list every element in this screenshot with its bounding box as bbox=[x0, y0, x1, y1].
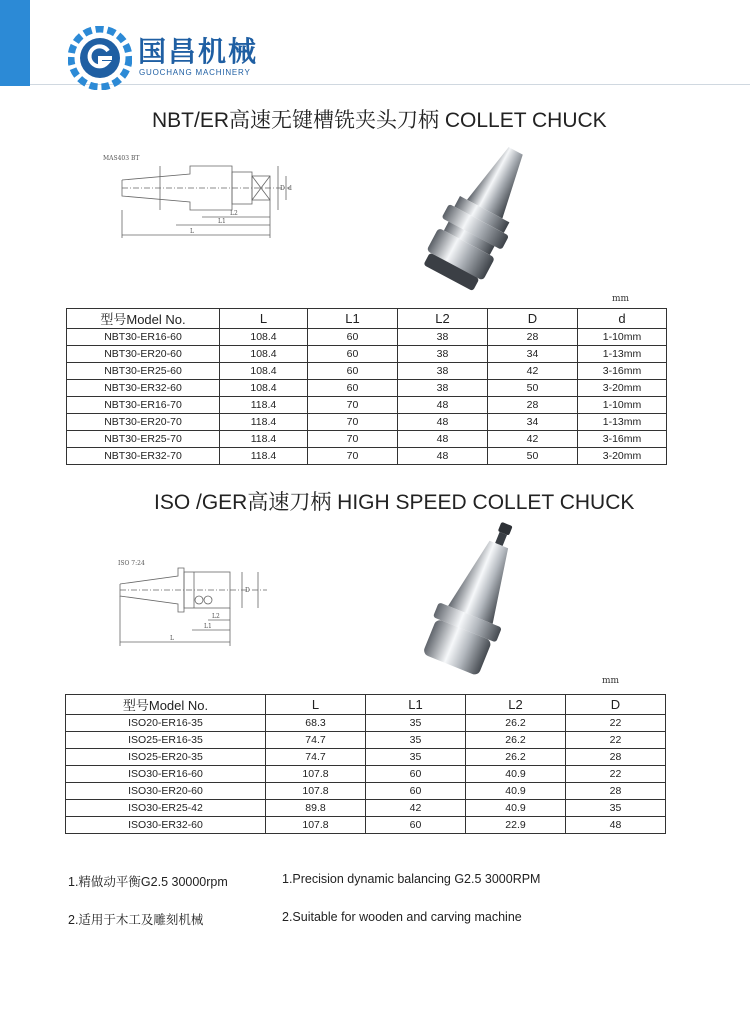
note-1-cn: 1.精做动平衡G2.5 30000rpm bbox=[68, 875, 228, 889]
cell: 35 bbox=[366, 715, 466, 732]
cell: 1-10mm bbox=[578, 397, 667, 414]
cell: 48 bbox=[398, 414, 488, 431]
cell: 118.4 bbox=[220, 397, 308, 414]
cell: ISO30-ER25-42 bbox=[66, 800, 266, 817]
table-row bbox=[67, 346, 667, 363]
cell: 42 bbox=[366, 800, 466, 817]
cell: NBT30-ER25-70 bbox=[67, 431, 220, 448]
table-row bbox=[66, 766, 666, 783]
cell: 22 bbox=[566, 732, 666, 749]
nbt-collet-chuck-photo bbox=[400, 138, 560, 298]
cell: 40.9 bbox=[466, 766, 566, 783]
cell: 107.8 bbox=[266, 783, 366, 800]
iso-technical-drawing bbox=[112, 556, 272, 656]
cell: 50 bbox=[488, 380, 578, 397]
cell: 34 bbox=[488, 414, 578, 431]
nbt-drawing-label: MAS403 BT bbox=[103, 155, 140, 162]
col-l1: L1 bbox=[308, 309, 398, 329]
table-row bbox=[66, 715, 666, 732]
section1-unit: mm bbox=[612, 294, 630, 304]
cell: 70 bbox=[308, 431, 398, 448]
cell: 42 bbox=[488, 363, 578, 380]
cell: 22 bbox=[566, 766, 666, 783]
cell: 22.9 bbox=[466, 817, 566, 834]
cell: 35 bbox=[566, 800, 666, 817]
cell: 38 bbox=[398, 346, 488, 363]
cell: 108.4 bbox=[220, 329, 308, 346]
cell: 40.9 bbox=[466, 800, 566, 817]
cell: ISO25-ER20-35 bbox=[66, 749, 266, 766]
cell: 28 bbox=[488, 329, 578, 346]
section2-title: ISO /GER高速刀柄 HIGH SPEED COLLET CHUCK bbox=[154, 491, 635, 514]
cell: ISO20-ER16-35 bbox=[66, 715, 266, 732]
cell: 26.2 bbox=[466, 732, 566, 749]
cell: ISO30-ER20-60 bbox=[66, 783, 266, 800]
cell: 60 bbox=[308, 329, 398, 346]
cell: 48 bbox=[398, 431, 488, 448]
cell: 118.4 bbox=[220, 431, 308, 448]
cell: NBT30-ER25-60 bbox=[67, 363, 220, 380]
cell: 40.9 bbox=[466, 783, 566, 800]
table-row bbox=[66, 817, 666, 834]
nbt-spec-table bbox=[66, 308, 667, 465]
table-row bbox=[66, 749, 666, 766]
cell: 28 bbox=[566, 783, 666, 800]
table-row bbox=[66, 732, 666, 749]
company-logo-icon bbox=[68, 26, 132, 90]
iso-dim-l: L bbox=[170, 635, 174, 642]
table-header-row bbox=[66, 695, 666, 715]
cell: NBT30-ER32-70 bbox=[67, 448, 220, 465]
cell: 60 bbox=[308, 380, 398, 397]
brand-name-en: GUOCHANG MACHINERY bbox=[139, 68, 251, 77]
cell: 60 bbox=[308, 346, 398, 363]
cell: 3-16mm bbox=[578, 431, 667, 448]
cell: NBT30-ER16-70 bbox=[67, 397, 220, 414]
col-d-upper: D bbox=[488, 309, 578, 329]
cell: NBT30-ER20-60 bbox=[67, 346, 220, 363]
cell: NBT30-ER32-60 bbox=[67, 380, 220, 397]
cell: 1-10mm bbox=[578, 329, 667, 346]
cell: 38 bbox=[398, 329, 488, 346]
nbt-dim-l2: L2 bbox=[230, 210, 238, 217]
iso-collet-chuck-photo bbox=[396, 516, 556, 686]
cell: 3-20mm bbox=[578, 380, 667, 397]
iso-dim-l2: L2 bbox=[212, 613, 220, 620]
cell: 48 bbox=[398, 448, 488, 465]
cell: 50 bbox=[488, 448, 578, 465]
nbt-dim-l1: L1 bbox=[218, 218, 226, 225]
table-row bbox=[66, 800, 666, 817]
iso-drawing-label: ISO 7:24 bbox=[118, 560, 145, 567]
col-model: 型号Model No. bbox=[66, 695, 266, 715]
nbt-technical-drawing bbox=[100, 152, 300, 247]
cell: 68.3 bbox=[266, 715, 366, 732]
nbt-dim-d-lower: d bbox=[288, 185, 292, 192]
cell: 108.4 bbox=[220, 346, 308, 363]
cell: 70 bbox=[308, 414, 398, 431]
cell: 74.7 bbox=[266, 749, 366, 766]
cell: 107.8 bbox=[266, 817, 366, 834]
cell: 34 bbox=[488, 346, 578, 363]
cell: 28 bbox=[566, 749, 666, 766]
table-row bbox=[67, 414, 667, 431]
cell: ISO25-ER16-35 bbox=[66, 732, 266, 749]
cell: 108.4 bbox=[220, 363, 308, 380]
section1-title: NBT/ER高速无键槽铣夹头刀柄 COLLET CHUCK bbox=[152, 109, 607, 132]
table-row bbox=[67, 363, 667, 380]
cell: 1-13mm bbox=[578, 414, 667, 431]
col-l: L bbox=[266, 695, 366, 715]
cell: 89.8 bbox=[266, 800, 366, 817]
note-2-cn: 2.适用于木工及雕刻机械 bbox=[68, 913, 204, 927]
table-row bbox=[67, 397, 667, 414]
cell: 60 bbox=[308, 363, 398, 380]
cell: 42 bbox=[488, 431, 578, 448]
cell: 1-13mm bbox=[578, 346, 667, 363]
note-1-en: 1.Precision dynamic balancing G2.5 3000RPM bbox=[282, 872, 541, 886]
table-row bbox=[67, 431, 667, 448]
nbt-dim-d-upper: D bbox=[280, 185, 285, 192]
header-divider bbox=[30, 84, 750, 85]
table-header-row bbox=[67, 309, 667, 329]
col-l2: L2 bbox=[466, 695, 566, 715]
cell: 118.4 bbox=[220, 448, 308, 465]
col-l1: L1 bbox=[366, 695, 466, 715]
col-d: D bbox=[566, 695, 666, 715]
cell: ISO30-ER32-60 bbox=[66, 817, 266, 834]
note-2-en: 2.Suitable for wooden and carving machine bbox=[282, 910, 522, 924]
cell: 108.4 bbox=[220, 380, 308, 397]
cell: 26.2 bbox=[466, 749, 566, 766]
col-l: L bbox=[220, 309, 308, 329]
cell: 35 bbox=[366, 732, 466, 749]
cell: 3-16mm bbox=[578, 363, 667, 380]
table-row bbox=[67, 448, 667, 465]
cell: 60 bbox=[366, 783, 466, 800]
header-accent-bar bbox=[0, 0, 30, 86]
cell: 28 bbox=[488, 397, 578, 414]
brand-name-cn: 国昌机械 bbox=[138, 36, 259, 67]
iso-dim-l1: L1 bbox=[204, 623, 212, 630]
col-model: 型号Model No. bbox=[67, 309, 220, 329]
cell: 60 bbox=[366, 817, 466, 834]
nbt-dim-l: L bbox=[190, 228, 194, 235]
table-row bbox=[66, 783, 666, 800]
table-row bbox=[67, 329, 667, 346]
cell: 26.2 bbox=[466, 715, 566, 732]
table-row bbox=[67, 380, 667, 397]
iso-spec-table bbox=[65, 694, 666, 834]
section2-unit: mm bbox=[602, 676, 620, 686]
cell: 60 bbox=[366, 766, 466, 783]
cell: 48 bbox=[566, 817, 666, 834]
cell: 38 bbox=[398, 363, 488, 380]
cell: 70 bbox=[308, 448, 398, 465]
cell: 3-20mm bbox=[578, 448, 667, 465]
cell: NBT30-ER20-70 bbox=[67, 414, 220, 431]
cell: NBT30-ER16-60 bbox=[67, 329, 220, 346]
iso-dim-d: D bbox=[245, 587, 250, 594]
cell: 74.7 bbox=[266, 732, 366, 749]
cell: 118.4 bbox=[220, 414, 308, 431]
cell: 38 bbox=[398, 380, 488, 397]
cell: 48 bbox=[398, 397, 488, 414]
col-d-lower: d bbox=[578, 309, 667, 329]
cell: 35 bbox=[366, 749, 466, 766]
cell: 107.8 bbox=[266, 766, 366, 783]
cell: 22 bbox=[566, 715, 666, 732]
cell: 70 bbox=[308, 397, 398, 414]
col-l2: L2 bbox=[398, 309, 488, 329]
cell: ISO30-ER16-60 bbox=[66, 766, 266, 783]
